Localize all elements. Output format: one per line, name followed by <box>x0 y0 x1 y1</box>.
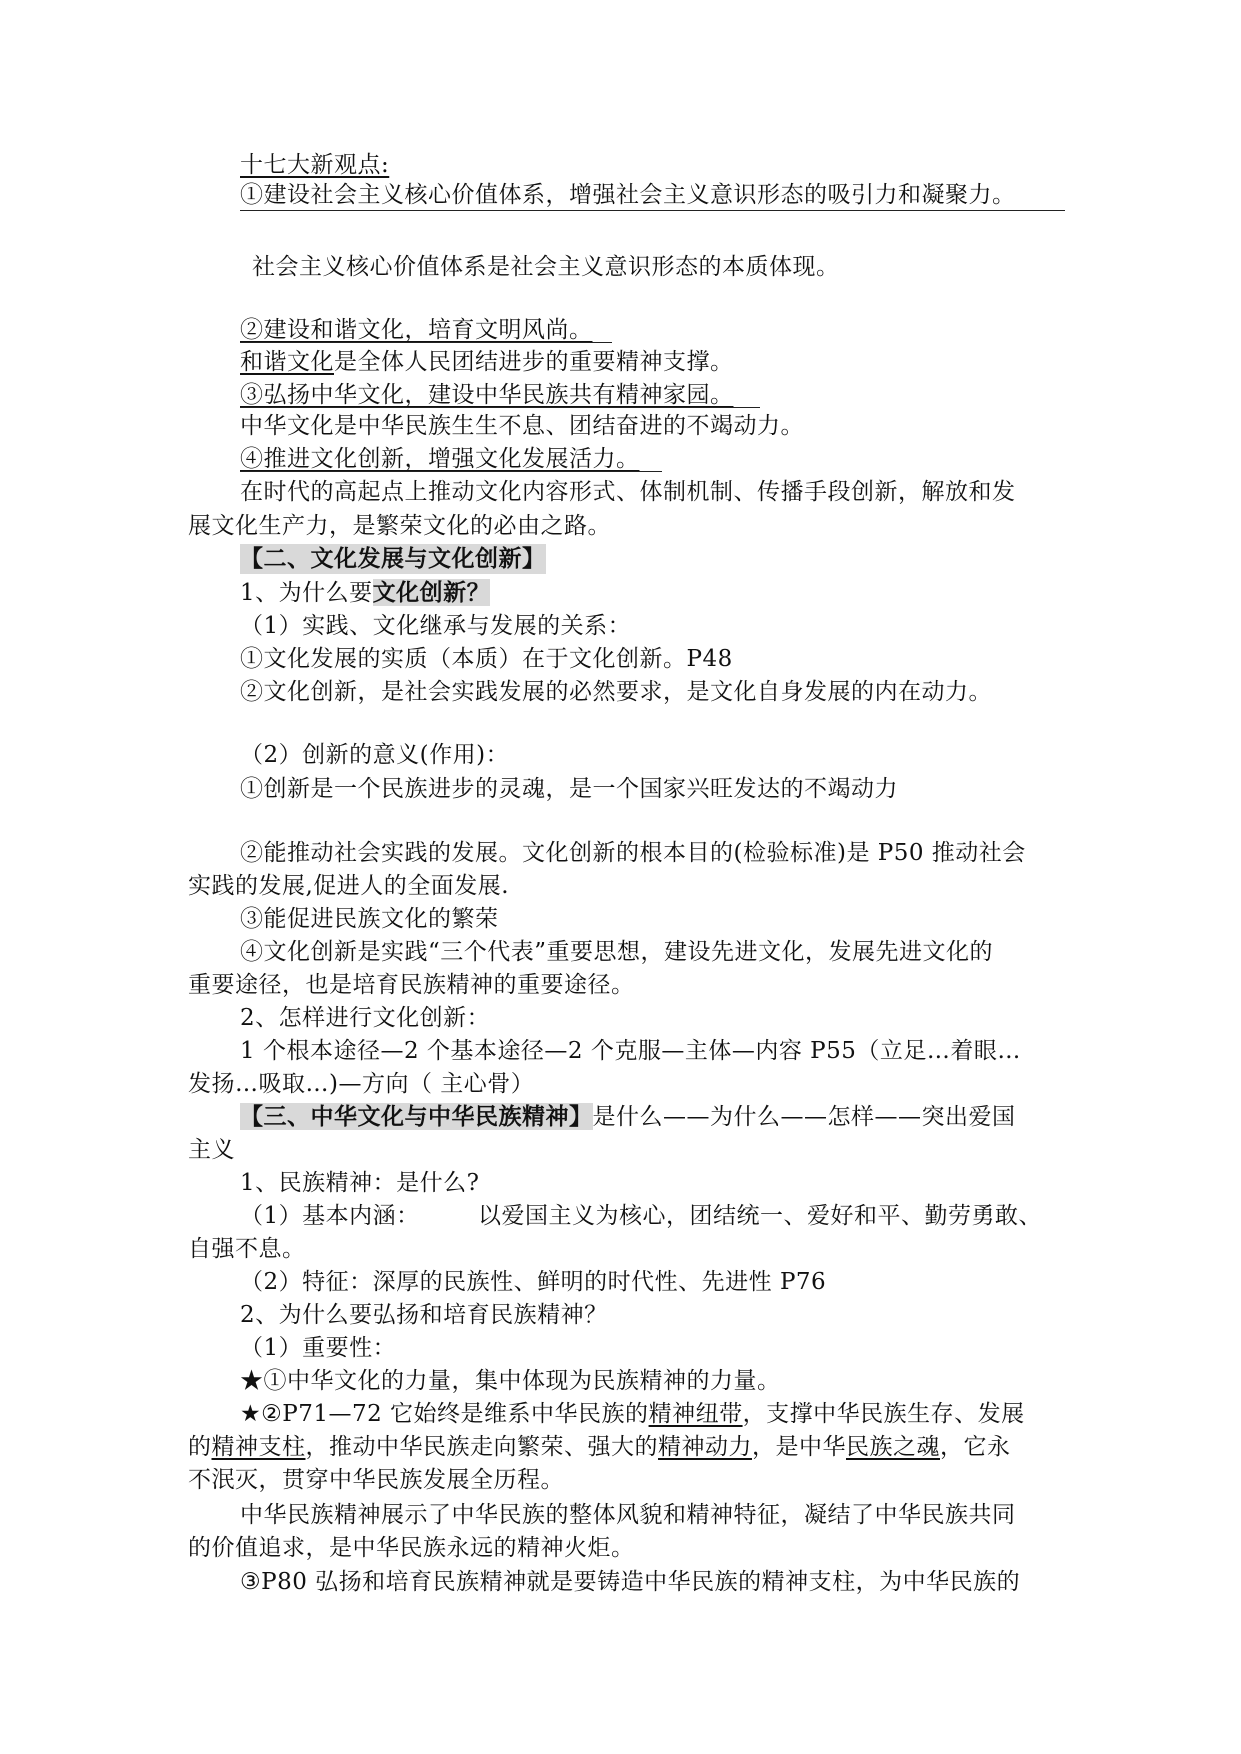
text-line: 1、民族精神：是什么? <box>240 1170 480 1196</box>
text-line: 展文化生产力，是繁荣文化的必由之路。 <box>188 513 611 539</box>
text-line: 在时代的高起点上推动文化内容形式、体制机制、传播手段创新，解放和发 <box>240 479 1016 505</box>
text-line: ①创新是一个民族进步的灵魂，是一个国家兴旺发达的不竭动力 <box>240 776 898 802</box>
text-line: ④文化创新是实践“三个代表”重要思想，建设先进文化，发展先进文化的 <box>240 939 994 965</box>
heading-new-viewpoints: 十七大新观点: <box>240 152 390 178</box>
text-line <box>240 347 734 377</box>
text-line: ①建设社会主义核心价值体系，增强社会主义意识形态的吸引力和凝聚力。 <box>240 182 1016 208</box>
underlined-term: 精神支柱 <box>211 1434 306 1460</box>
text-line: （1）实践、文化继承与发展的关系： <box>240 613 632 639</box>
text-line: ③能促进民族文化的繁荣 <box>240 906 499 932</box>
text-line: ★①中华文化的力量，集中体现为民族精神的力量。 <box>240 1368 781 1394</box>
text-line: ②文化创新，是社会实践发展的必然要求，是文化自身发展的内在动力。 <box>240 679 992 705</box>
text-line <box>240 1399 1025 1429</box>
text-line: （2）特征：深厚的民族性、鲜明的时代性、先进性 P76 <box>240 1269 827 1295</box>
text-line: （1）重要性： <box>240 1335 397 1361</box>
underlined-term: 精神纽带 <box>648 1401 743 1427</box>
text-line: 中华民族精神展示了中华民族的整体风貌和精神特征，凝结了中华民族共同 <box>240 1502 1016 1528</box>
text-line: 1 个根本途径—2 个基本途径—2 个克服—主体—内容 P55（立足…着眼… <box>240 1038 1021 1064</box>
text-line: 自强不息。 <box>188 1236 306 1262</box>
underlined-term: 民族之魂 <box>846 1434 940 1460</box>
text-line: 2、为什么要弘扬和培育民族精神？ <box>240 1302 608 1328</box>
text-line: 社会主义核心价值体系是社会主义意识形态的本质体现。 <box>252 254 840 280</box>
text-line: 的价值追求，是中华民族永远的精神火炬。 <box>188 1535 635 1561</box>
text-span: ，是中华 <box>752 1434 846 1460</box>
text-line: 重要途径，也是培育民族精神的重要途径。 <box>188 972 635 998</box>
text-line: 主义 <box>188 1137 235 1163</box>
text-span: ，它永 <box>940 1434 1011 1460</box>
highlight-span: 文化创新？ <box>372 579 491 606</box>
underlined-term: 精神动力 <box>658 1434 752 1460</box>
text-line: ②建设和谐文化，培育文明风尚。 <box>240 317 593 343</box>
text-line: ①文化发展的实质（本质）在于文化创新。P48 <box>240 646 733 672</box>
text-line: 中华文化是中华民族生生不息、团结奋进的不竭动力。 <box>240 413 804 439</box>
text-line: 不泯灭，贯穿中华民族发展全历程。 <box>188 1467 564 1493</box>
text-line: 实践的发展,促进人的全面发展. <box>188 873 510 899</box>
text-line: 以爱国主义为核心，团结统一、爱好和平、勤劳勇敢、 <box>478 1203 1042 1229</box>
text-span: 1、为什么要 <box>240 580 373 606</box>
harmonious-culture-term: 和谐文化 <box>240 349 334 375</box>
text-span: ，推动中华民族走向繁荣、强大的 <box>305 1434 658 1460</box>
text-span: 是全体人民团结进步的重要精神支撑。 <box>334 349 734 375</box>
underline-rule <box>240 471 662 472</box>
text-line <box>240 578 490 608</box>
text-line: 2、怎样进行文化创新： <box>240 1005 491 1031</box>
text-line: 发扬…吸取…)—方向（ 主心骨） <box>188 1071 535 1097</box>
text-span: 的 <box>188 1434 212 1460</box>
text-line: ③P80 弘扬和培育民族精神就是要铸造中华民族的精神支柱，为中华民族的 <box>240 1569 1021 1595</box>
underline-rule <box>240 342 612 343</box>
text-line <box>188 1432 1011 1462</box>
text-line <box>240 1102 1016 1132</box>
underline-rule <box>240 210 1065 211</box>
section-heading-3: 【三、中华文化与中华民族精神】 <box>240 1103 593 1130</box>
text-line: ②能推动社会实践的发展。文化创新的根本目的(检验标准)是 P50 推动社会 <box>240 840 1026 866</box>
text-line: ③弘扬中华文化，建设中华民族共有精神家园。 <box>240 382 734 408</box>
section-heading-2: 【二、文化发展与文化创新】 <box>240 545 546 572</box>
underline-rule <box>240 407 760 408</box>
text-span: ，支撑中华民族生存、发展 <box>742 1401 1025 1427</box>
text-line: （1）基本内涵： <box>240 1203 420 1229</box>
text-line: ④推进文化创新，增强文化发展活力。 <box>240 446 640 472</box>
text-span: ★②P71—72 它始终是维系中华民族的 <box>240 1401 649 1427</box>
text-line: （2）创新的意义(作用)： <box>240 742 510 768</box>
text-span: 是什么——为什么——怎样——突出爱国 <box>592 1104 1016 1130</box>
